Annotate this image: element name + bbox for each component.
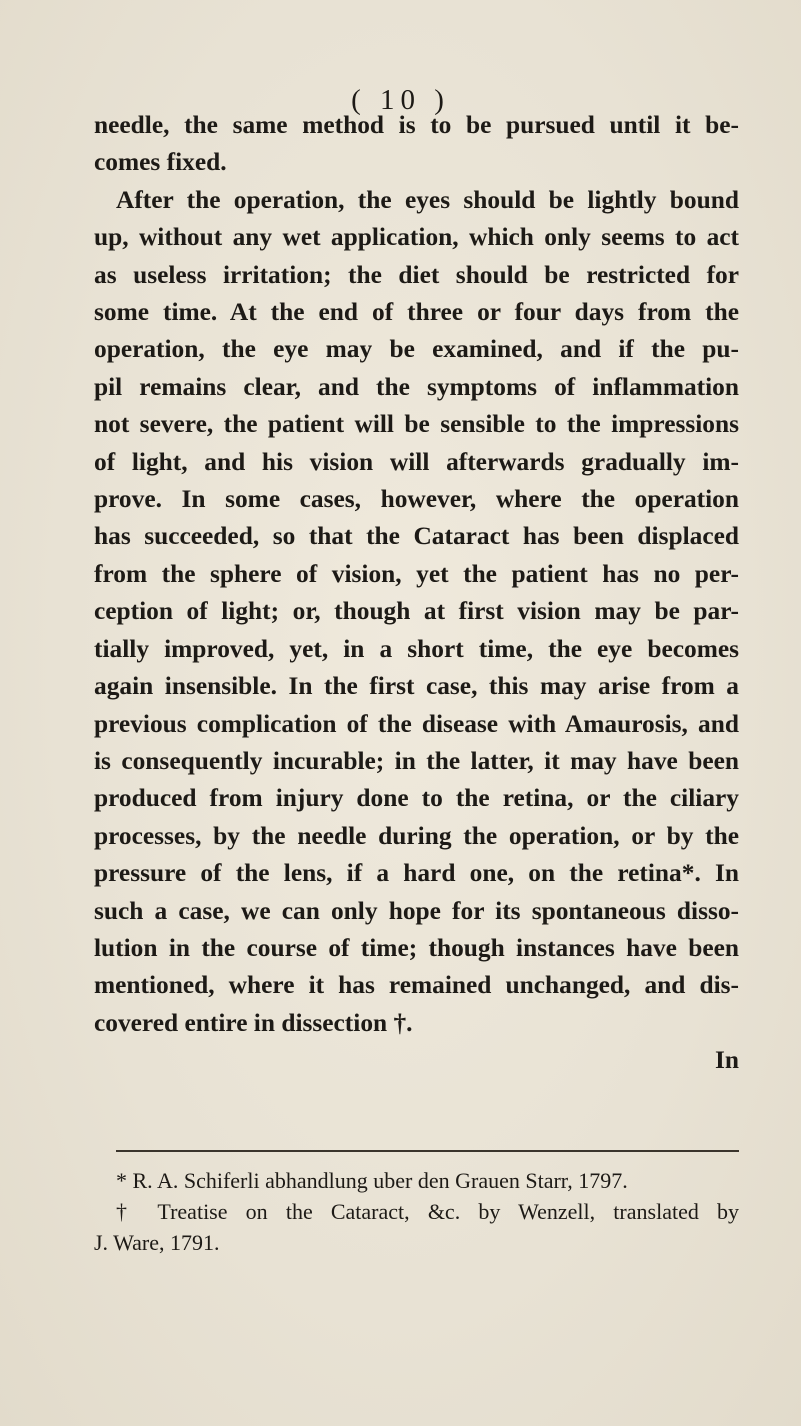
text-line: prove. In some cases, however, where the operation <box>94 485 739 514</box>
text-line: mentioned, where it has remained unchanged, and dis- <box>94 971 739 1000</box>
text-line: pressure of the lens, if a hard one, on the retina*. In <box>94 859 739 888</box>
text-line: of light, and his vision will afterwards gradually im- <box>94 447 739 476</box>
text-line: up, without any wet application, which only seems to act <box>94 223 739 252</box>
body-text <box>94 107 739 1080</box>
text-line: needle, the same method is to be pursued until it be- <box>94 111 739 139</box>
text-line: from the sphere of vision, yet the patient has no per- <box>94 559 739 588</box>
footnote-divider <box>116 1150 739 1152</box>
text-line: is consequently incurable; in the latter, it may have been <box>94 746 739 775</box>
text-line: some time. At the end of three or four days from the <box>94 298 739 327</box>
footnote: * R. A. Schiferli abhandlung uber den Grauen Starr, 1797. <box>116 1168 628 1193</box>
text-line: comes fixed. <box>94 148 227 177</box>
footnote: † Treatise on the Cataract, &c. by Wenzell, translated by <box>116 1199 739 1224</box>
text-line: produced from injury done to the retina, or the ciliary <box>94 784 739 813</box>
text-line: not severe, the patient will be sensible to the impressions <box>94 410 739 439</box>
text-line: operation, the eye may be examined, and if the pu- <box>94 335 739 364</box>
text-line: After the operation, the eyes should be lightly bound <box>116 185 739 214</box>
text-line: covered entire in dissection †. <box>94 1008 413 1037</box>
text-line: as useless irritation; the diet should be restricted for <box>94 260 739 289</box>
text-line: previous complication of the disease with Amaurosis, and <box>94 709 739 738</box>
text-line: pil remains clear, and the symptoms of inflammation <box>94 372 739 401</box>
text-line: again insensible. In the first case, this may arise from a <box>94 672 739 701</box>
catchword: In <box>714 1046 739 1075</box>
text-line: processes, by the needle during the operation, or by the <box>94 821 739 850</box>
footnote-continuation: J. Ware, 1791. <box>94 1230 220 1255</box>
text-line: ception of light; or, though at first vision may be par- <box>94 597 739 626</box>
text-line: tially improved, yet, in a short time, the eye becomes <box>94 634 739 663</box>
page-number: ( 10 ) <box>351 84 450 116</box>
footnotes <box>94 1165 739 1258</box>
text-line: such a case, we can only hope for its spontaneous disso- <box>94 896 739 925</box>
text-line: has succeeded, so that the Cataract has been displaced <box>94 522 739 551</box>
text-line: lution in the course of time; though instances have been <box>94 933 739 962</box>
